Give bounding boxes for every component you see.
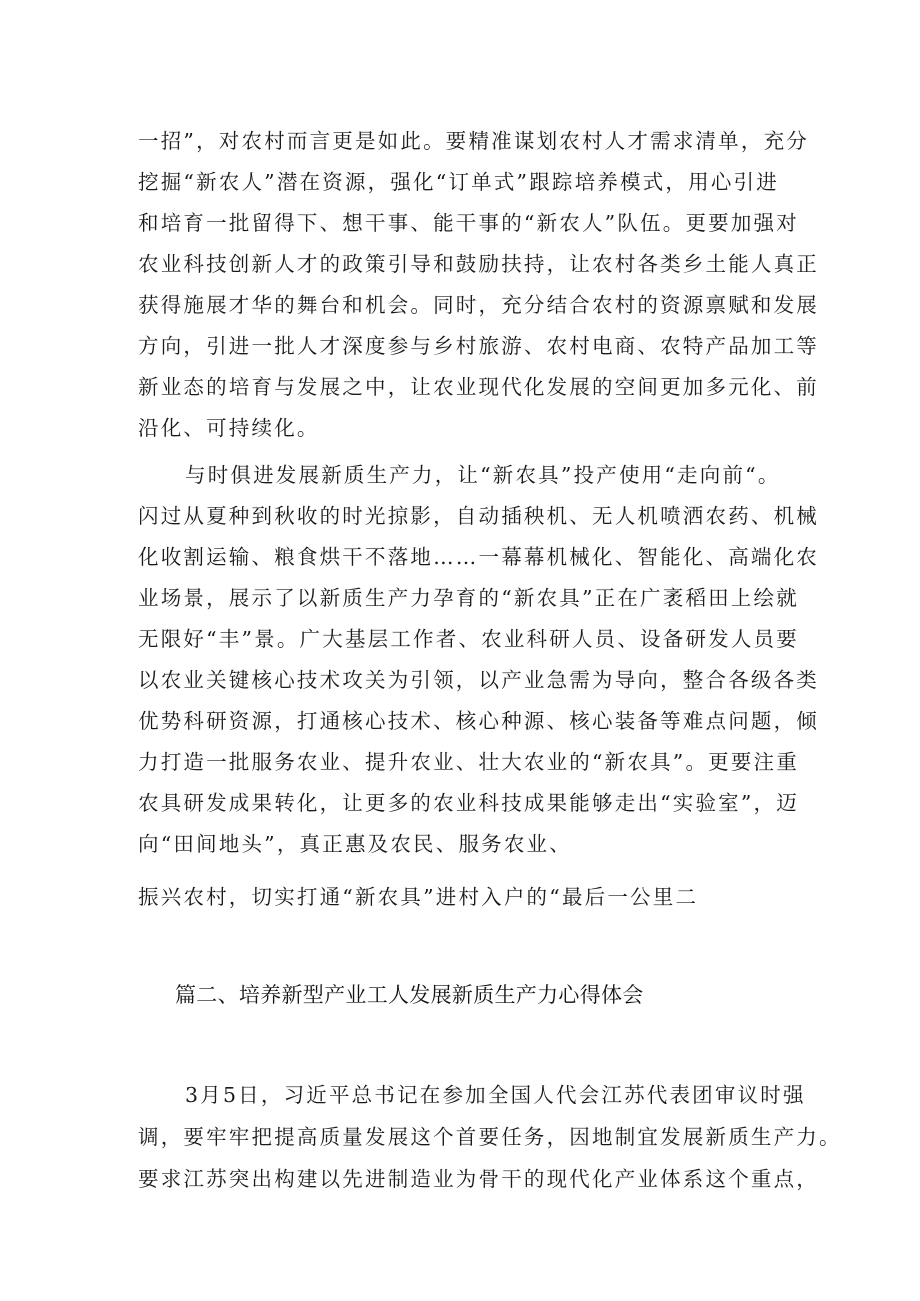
paragraph-2-line: 以农业关键核心技术攻关为引领，以产业急需为导向，整合各级各类: [138, 668, 819, 692]
paragraph-2-line: 业场景，展示了以新质生产力孕育的“新农具”正在广袤稻田上绘就: [138, 586, 799, 610]
paragraph-3-line: 要求江苏突出构建以先进制造业为骨干的现代化产业体系这个重点，: [138, 1167, 819, 1191]
paragraph-2-line: 无限好“丰”景。广大基层工作者、农业科研人员、设备研发人员要: [138, 627, 799, 651]
paragraph-1-line: 新业态的培育与发展之中，让农业现代化发展的空间更加多元化、前: [138, 375, 819, 399]
paragraph-3-line: 调，要牢牢把提高质量发展这个首要任务，因地制宜发展新质生产力。: [138, 1125, 842, 1149]
paragraph-1-line: 挖掘“新农人”潜在资源，强化“订单式”跟踪培养模式，用心引进: [138, 170, 779, 194]
paragraph-1-line: 和培育一批留得下、想干事、能干事的“新农人”队伍。更要加强对: [138, 211, 799, 235]
paragraph-2-line: 向“田间地头”，真正惠及农民、服务农业、: [138, 832, 572, 856]
paragraph-2-line: 力打造一批服务农业、提升农业、壮大农业的“新农具”。更要注重: [138, 750, 799, 774]
paragraph-2-line: 与时俱进发展新质生产力，让“新农具”投产使用“走向前“。: [185, 463, 781, 487]
paragraph-1-line: 获得施展才华的舞台和机会。同时，充分结合农村的资源禀赋和发展: [138, 293, 819, 317]
paragraph-1-line: 方向，引进一批人才深度参与乡村旅游、农村电商、农特产品加工等: [138, 334, 819, 358]
paragraph-2-line: 优势科研资源，打通核心技术、核心种源、核心装备等难点问题，倾: [138, 709, 819, 733]
paragraph-3-line: 3月5日，习近平总书记在参加全国人代会江苏代表团审议时强: [185, 1083, 806, 1107]
paragraph-2-line: 闪过从夏种到秋收的时光掠影，自动插秧机、无人机喷洒农药、机械: [138, 504, 819, 528]
paragraph-2-line: 化收割运输、粮食烘干不落地……一幕幕机械化、智能化、高端化农: [138, 545, 819, 569]
paragraph-2-line: 振兴农村，切实打通“新农具”进村入户的“最后一公里二: [138, 885, 699, 909]
paragraph-1-line: 沿化、可持续化。: [138, 416, 320, 440]
paragraph-1-line: 农业科技创新人才的政策引导和鼓励扶持，让农村各类乡土能人真正: [138, 252, 819, 276]
paragraph-2-line: 农具研发成果转化，让更多的农业科技成果能够走出“实验室”，迈: [138, 791, 799, 815]
section-heading: 篇二、培养新型产业工人发展新质生产力心得体会: [175, 983, 644, 1007]
paragraph-1-line: 一招”，对农村而言更是如此。要精准谋划农村人才需求清单，充分: [138, 129, 809, 153]
